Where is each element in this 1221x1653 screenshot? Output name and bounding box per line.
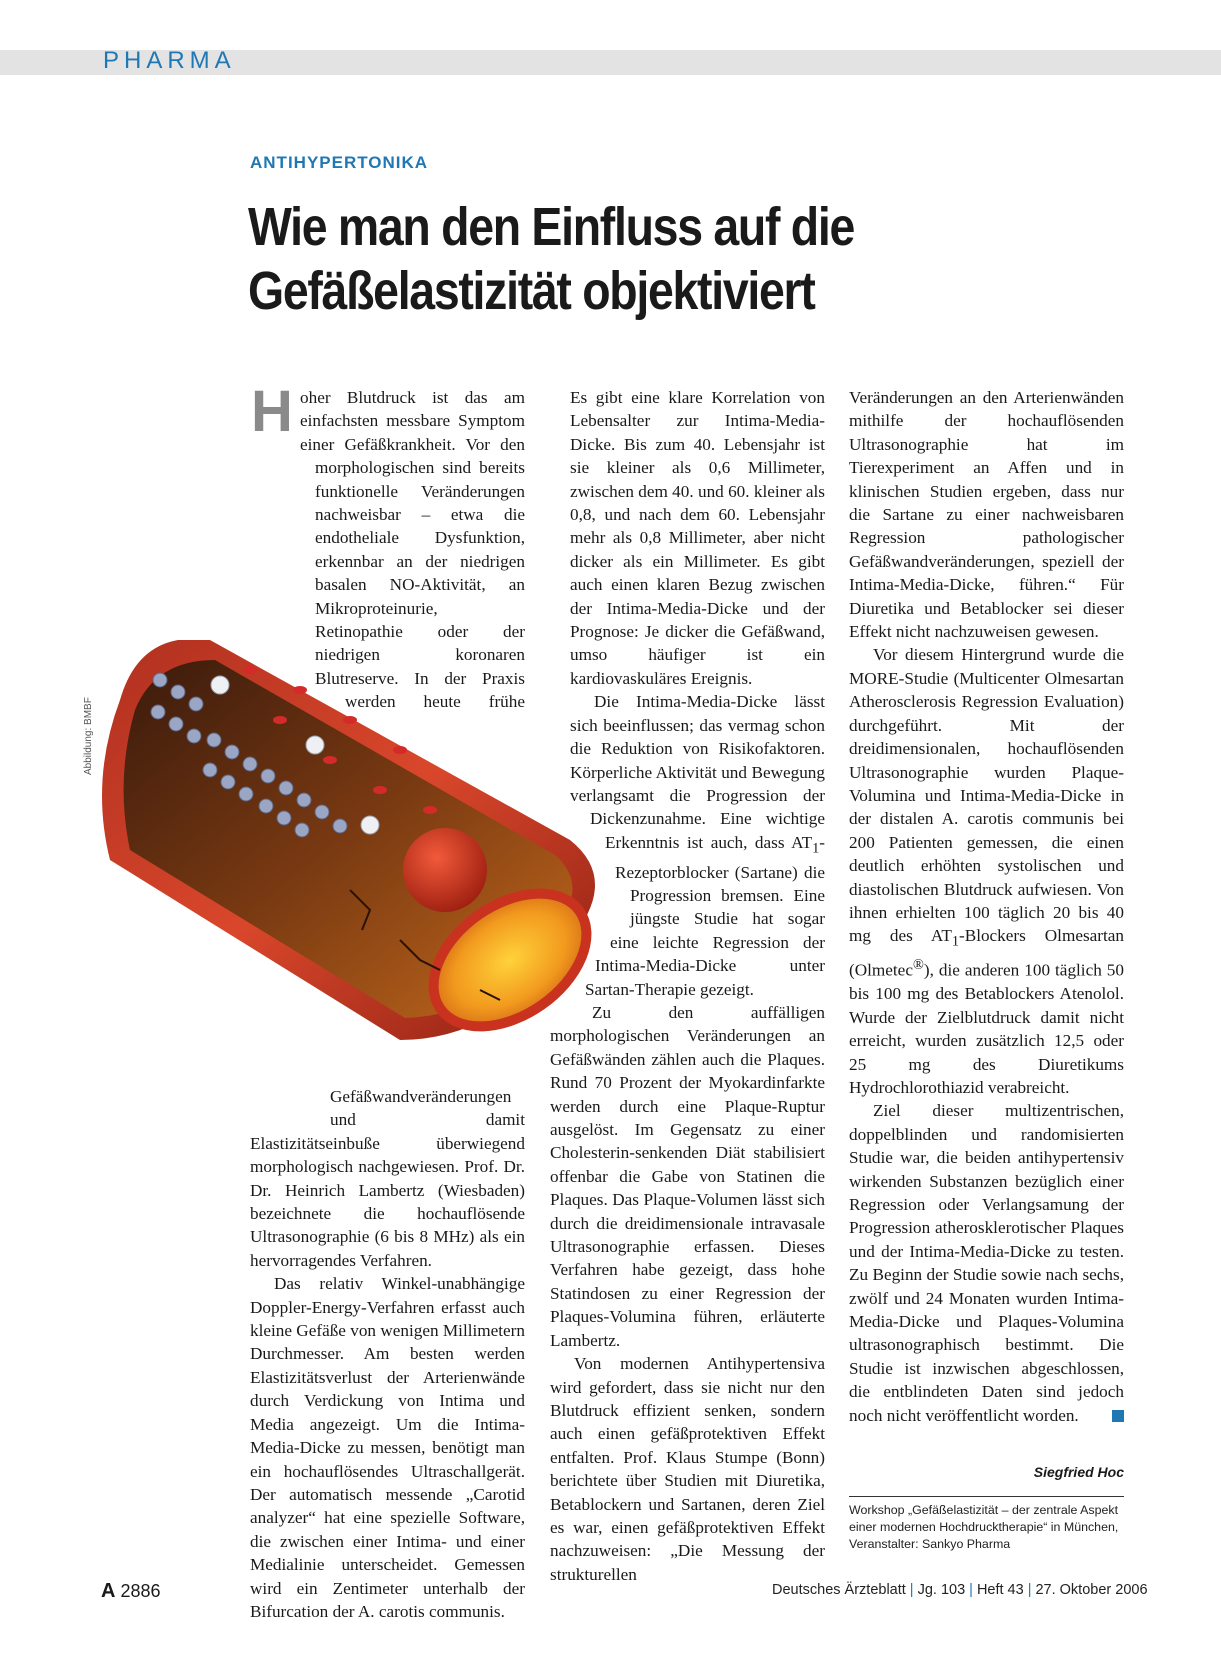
journal-issue: Heft 43 bbox=[976, 1582, 1024, 1598]
separator: | bbox=[909, 1582, 914, 1598]
page-number-value: 2886 bbox=[120, 1581, 161, 1601]
article-paragraph bbox=[849, 1099, 1124, 1427]
image-credit: Abbildung: BMBF bbox=[83, 697, 94, 775]
article-paragraph: Das relativ Winkel-unabhängige Doppler-Energy-Verfahren erfasst auch kleine Gefäße von wenigen Millimetern Durchmesser. Am besten werden Elastizitätsverlust der Arterienwände durch Verdickung von Intima und Media angezeigt. Um die Intima-Media-Dicke zu messen, benötigt man ein hochauflösendes Ultraschallgerät. Der automatisch messende „Carotid analyzer“ hat eine spezielle Software, die zwischen einer Intima- und einer Medialinie unterscheidet. Gemessen wird ein Zentimeter unterhalb der Bifurcation der A. carotis communis. bbox=[250, 1274, 525, 1621]
page-prefix: A bbox=[101, 1580, 116, 1602]
subscript: 1 bbox=[812, 840, 820, 857]
journal-name: Deutsches Ärzteblatt bbox=[772, 1582, 906, 1598]
section-label: PHARMA bbox=[103, 47, 236, 74]
separator: | bbox=[1027, 1582, 1032, 1598]
page-number bbox=[101, 1580, 161, 1603]
article-paragraph: Es gibt eine klare Korrelation von Lebensalter zur Intima-Media-Dicke. Bis zum 40. Lebensjahr ist sie kleiner als 0,6 Millimeter, zwischen dem 40. und 60. kleiner als 0,8, und nach dem 60. Lebensjahr mehr als 0,8 Millimeter, aber nicht dicker als ein Millimeter. Es gibt auch einen klaren Bezug zwischen der Intima-Media-Dicke und der Prognose: Je dicker die Gefäßwand, umso häufiger ist ein kardiovaskuläres Ereignis. bbox=[570, 388, 825, 688]
article-paragraph: Von modernen Antihypertensiva wird gefordert, dass sie nicht nur den Blutdruck effizient senken, sondern auch einen gefäßprotektiven Effekt entfalten. Prof. Klaus Stumpe (Bonn) berichtete über Studien mit Diuretika, Betablockern und Sartanen, deren Ziel es war, einen gefäßprotektiven Effekt nachzuweisen: „Die Messung der strukturellen bbox=[550, 1354, 825, 1584]
article-kicker: ANTIHYPERTONIKA bbox=[250, 153, 429, 172]
paragraph-text: Vor diesem Hintergrund wurde die MORE-Studie (Multicenter Olmesartan Atherosclerosis Regression Evaluation) durchgeführt. Mit der dreidimensionalen, hochauflösenden Ultrasonographie wurden Plaque-Volumina und Intima-Media-Dicke in der distalen A. carotis communis bei 200 Patienten gemessen, die einen deutlich erhöhten systolischen und diastolischen Blutdruck aufwiesen. Von ihnen erhielten 100 täglich 20 bis 40 mg des AT bbox=[849, 645, 1124, 946]
paragraph-text: -Rezeptorblocker (Sartane) die Progression bremsen. Eine jüngste Studie hat sogar eine leichte Regression der Intima-Media-Dicke unter Sartan-Therapie gezeigt. bbox=[585, 832, 825, 999]
subscript: 1 bbox=[951, 933, 959, 950]
footnote-divider bbox=[849, 1496, 1124, 1497]
article-title-line-1: Wie man den Einfluss auf die bbox=[248, 197, 854, 257]
article-paragraph: Veränderungen an den Arterienwänden mithilfe der hochauflösenden Ultrasonographie hat im Tierexperiment an Affen und in klinischen Studien ergeben, dass nur die Sartane zu einer nachweisbaren Regression pathologischer Gefäßwandveränderungen, speziell der Intima-Media-Dicke, führen.“ Für Diuretika und Betablocker sei dieser Effekt nicht nachzuweisen gewesen. bbox=[849, 388, 1124, 642]
journal-date: 27. Oktober 2006 bbox=[1035, 1582, 1148, 1598]
footnote: Workshop „Gefäßelastizität – der zentrale Aspekt einer modernen Hochdrucktherapie“ in München, Veranstalter: Sankyo Pharma bbox=[849, 1503, 1119, 1551]
journal-volume: Jg. 103 bbox=[917, 1582, 966, 1598]
registered-mark: ® bbox=[912, 957, 924, 974]
paragraph-text: Die Intima-Media-Dicke lässt sich beeinflussen; das vermag schon die Reduktion von Risikofaktoren. Körperliche Aktivität und Bewegung verlangsamt die Progression der Dickenzunahme. Eine wichtige Erkenntnis ist auch, dass AT bbox=[570, 692, 825, 852]
author-byline: Siegfried Hoc bbox=[1033, 1464, 1124, 1480]
article-column-2 bbox=[550, 386, 825, 1586]
end-mark-icon bbox=[1112, 1410, 1124, 1422]
article-paragraph bbox=[849, 643, 1124, 1099]
article-column-3 bbox=[849, 386, 1124, 1427]
article-title bbox=[248, 195, 1022, 323]
article-column-1 bbox=[250, 379, 525, 1623]
article-title-line-2: Gefäßelastizität objektiviert bbox=[248, 261, 815, 321]
article-paragraph: oher Blutdruck ist das am einfachsten messbare Symptom einer Gefäßkrankheit. Vor den morphologischen sind bereits funktionelle Veränderungen nachweisbar – etwa die endotheliale Dysfunktion, erkennbar an der niedrigen basalen NO-Aktivität, an Mikroproteinurie, Retinopathie oder der niedrigen koronaren Blutreserve. In der Praxis werden heute frühe Gefäßwandveränderungen und damit Elastizitätseinbuße überwiegend morphologisch nachgewiesen. Prof. Dr. Dr. Heinrich Lambertz (Wiesbaden) bezeichnete die hochauflösende Ultrasonographie (6 bis 8 MHz) als ein hervorragendes Verfahren. bbox=[250, 388, 525, 1270]
drop-cap: H bbox=[251, 379, 293, 444]
paragraph-text: -Blockers Olmesartan (Olmetec bbox=[849, 926, 1124, 980]
journal-info bbox=[772, 1582, 1148, 1598]
paragraph-text: ), die anderen 100 täglich 50 bis 100 mg des Betablockers Atenolol. Wurde der Zielblutdruck damit nicht erreicht, wurden zusätzlich 12,5 oder 25 mg des Diuretikums Hydrochlorothiazid verabreicht. bbox=[849, 960, 1124, 1097]
separator: | bbox=[969, 1582, 973, 1598]
paragraph-text: Ziel dieser multizentrischen, doppelblinden und randomisierten Studie war, die beiden antihypertensiv wirkenden Substanzen bezüglich einer Regression oder Verlangsamung der Progression atherosklerotischer Plaques und der Intima-Media-Dicke zu testen. Zu Beginn der Studie sowie nach sechs, zwölf und 24 Monaten wurden Intima-Media-Dicke und Plaques-Volumina ultrasonographisch bestimmt. Die Studie ist inzwischen abgeschlossen, die entblindeten Daten sind jedoch noch nicht veröffentlicht worden. bbox=[849, 1101, 1124, 1425]
article-paragraph: Zu den auffälligen morphologischen Veränderungen an Gefäßwänden zählen auch die Plaques. Rund 70 Prozent der Myokardinfarkte werden durch eine Plaque-Ruptur ausgelöst. Im Gegensatz zu einer Cholesterin-senkenden Diät stabilisiert offenbar die Gabe von Statinen die Plaques. Das Plaque-Volumen lässt sich durch die dreidimensionale intravasale Ultrasonographie erfassen. Dieses Verfahren habe gezeigt, dass hohe Statindosen zu einer Regression der Plaques-Volumina führen, erläuterte Lambertz. bbox=[550, 1003, 825, 1350]
